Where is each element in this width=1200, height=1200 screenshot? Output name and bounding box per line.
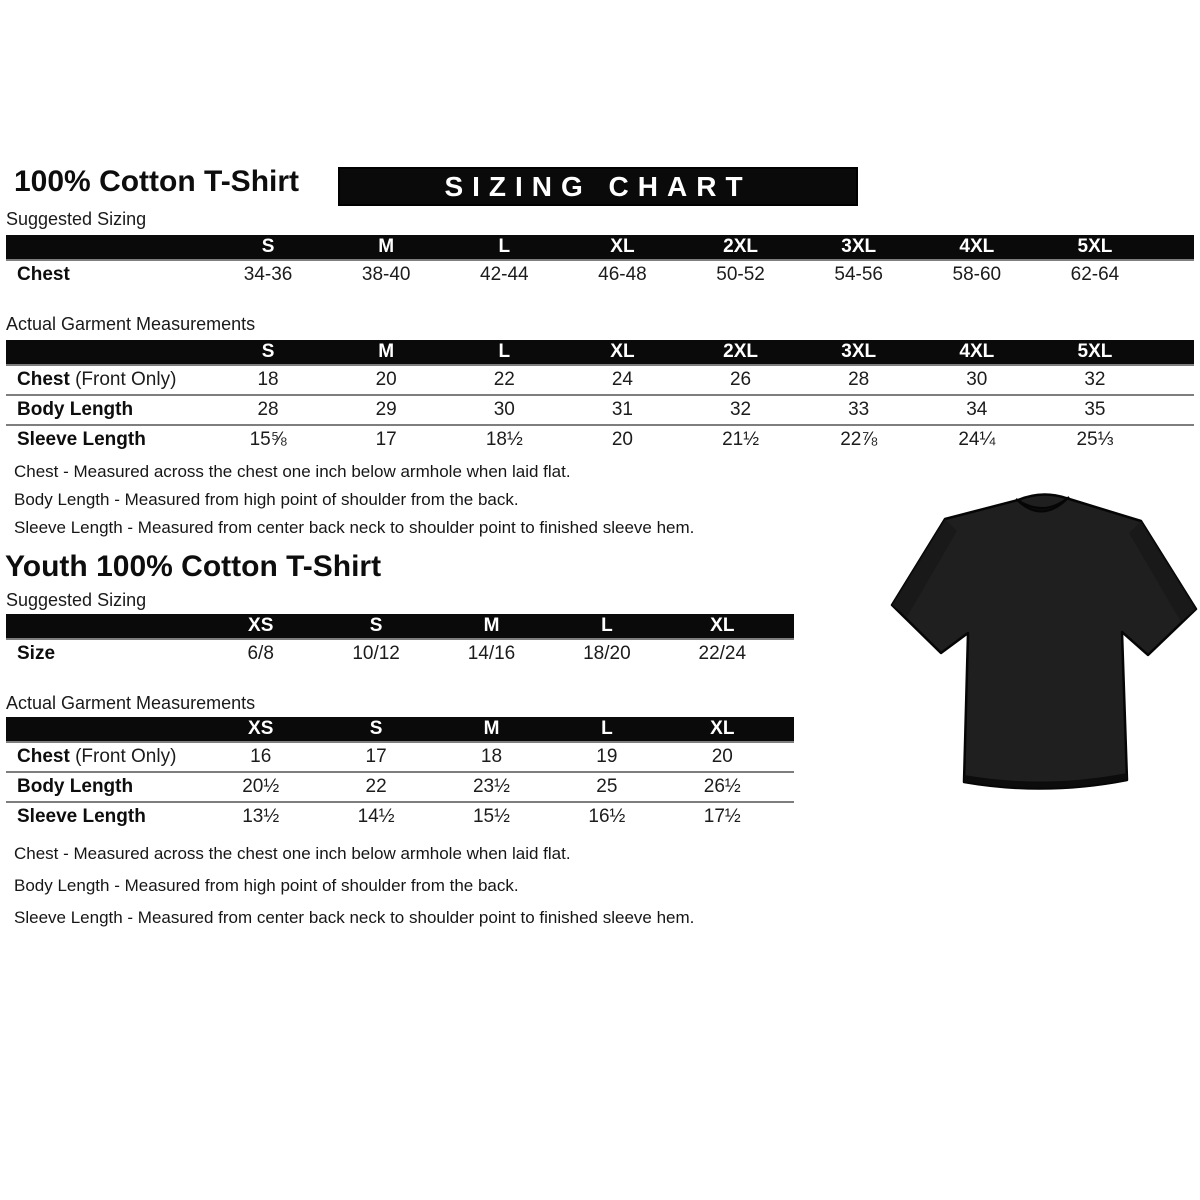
size-column-header: L [549, 614, 664, 639]
row-label: Body Length [17, 399, 134, 420]
measurement-cell: 14½ [357, 806, 395, 827]
size-column-header: 5XL [1036, 235, 1154, 260]
sizing-chart-banner: SIZING CHART [338, 167, 858, 206]
measurement-cell: 21½ [722, 429, 760, 450]
row-spacer-cell [780, 772, 794, 802]
row-spacer-cell [1154, 395, 1194, 425]
youth-actual-measurements-table [6, 717, 794, 831]
measurement-cell: 18 [257, 369, 279, 390]
measurement-row [6, 395, 1194, 425]
adult-actual-measurements-table [6, 340, 1194, 454]
measurement-cell: 30 [966, 369, 988, 390]
measurement-cell: 22/24 [698, 643, 747, 664]
measurement-cell: 29 [375, 399, 397, 420]
measurement-cell: 17 [365, 746, 387, 767]
measurement-cell: 25⅓ [1076, 429, 1114, 450]
measurement-cell: 46-48 [598, 264, 647, 285]
measurement-cell: 10/12 [352, 643, 400, 664]
youth-suggested-sizing-label: Suggested Sizing [6, 590, 147, 610]
header-spacer-cell [780, 717, 794, 742]
note-chest: Chest - Measured across the chest one inch below armhole when laid flat. [14, 844, 571, 863]
measurement-cell: 18½ [485, 429, 523, 450]
measurement-cell: 18 [480, 746, 503, 767]
measurement-row [6, 802, 794, 831]
size-column-header: M [327, 340, 445, 365]
header-corner-cell [6, 340, 209, 365]
adult-measurement-notes [14, 458, 694, 542]
measurement-cell: 16½ [588, 806, 626, 827]
black-tshirt-photo [885, 483, 1200, 808]
size-column-header: S [209, 235, 327, 260]
measurement-row [6, 425, 1194, 454]
measurement-cell: 16 [250, 746, 272, 767]
measurement-cell: 18/20 [583, 643, 631, 664]
size-column-header: M [327, 235, 445, 260]
measurement-cell: 32 [729, 399, 752, 420]
measurement-cell: 62-64 [1070, 264, 1120, 285]
measurement-cell: 58-60 [952, 264, 1002, 285]
measurement-row [6, 260, 1194, 289]
adult-suggested-sizing-table [6, 235, 1194, 289]
measurement-cell: 6/8 [247, 643, 274, 664]
measurement-cell: 24¼ [958, 429, 996, 450]
measurement-cell: 26½ [703, 776, 741, 797]
header-corner-cell [6, 235, 209, 260]
size-column-header: 2XL [682, 235, 800, 260]
measurement-cell: 34-36 [243, 264, 293, 285]
youth-suggested-sizing-table [6, 614, 794, 668]
measurement-cell: 42-44 [480, 264, 529, 285]
size-column-header: S [318, 614, 433, 639]
measurement-cell: 15½ [472, 806, 510, 827]
size-column-header: XL [665, 717, 780, 742]
size-column-header: 4XL [918, 235, 1036, 260]
row-label: Chest [17, 264, 70, 285]
measurement-cell: 24 [611, 369, 633, 390]
size-column-header: S [209, 340, 327, 365]
size-column-header: 5XL [1036, 340, 1154, 365]
size-column-header: S [318, 717, 433, 742]
row-spacer-cell [1154, 365, 1194, 395]
row-spacer-cell [780, 802, 794, 831]
measurement-cell: 28 [257, 399, 279, 420]
header-corner-cell [6, 717, 203, 742]
row-label: Sleeve Length [17, 806, 146, 827]
header-spacer-cell [1154, 340, 1194, 365]
measurement-row [6, 639, 794, 668]
row-spacer-cell [780, 639, 794, 668]
row-label: Body Length [17, 776, 134, 797]
youth-measurement-notes [14, 838, 694, 934]
size-column-header: 2XL [682, 340, 800, 365]
measurement-cell: 20 [711, 746, 733, 767]
note-body-length: Body Length - Measured from high point of shoulder from the back. [14, 876, 519, 895]
header-corner-cell [6, 614, 203, 639]
size-header-row [6, 717, 794, 742]
size-column-header: L [549, 717, 664, 742]
size-column-header: XS [203, 717, 318, 742]
size-header-row [6, 614, 794, 639]
measurement-cell: 25 [596, 776, 618, 797]
row-spacer-cell [780, 742, 794, 772]
row-label: Chest (Front Only) [17, 369, 177, 390]
measurement-cell: 13½ [242, 806, 280, 827]
size-column-header: M [434, 614, 549, 639]
measurement-cell: 17½ [703, 806, 741, 827]
size-column-header: M [434, 717, 549, 742]
measurement-cell: 34 [966, 399, 988, 420]
measurement-cell: 20 [375, 369, 397, 390]
measurement-cell: 26 [729, 369, 752, 390]
measurement-cell: 28 [848, 369, 870, 390]
tshirt-illustration [885, 483, 1200, 808]
adult-section-title: 100% Cotton T-Shirt [14, 165, 300, 198]
measurement-cell: 17 [375, 429, 397, 450]
header-spacer-cell [1154, 235, 1194, 260]
measurement-cell: 15⅝ [249, 429, 287, 450]
header-spacer-cell [780, 614, 794, 639]
measurement-cell: 31 [611, 399, 633, 420]
size-column-header: XL [563, 235, 681, 260]
size-column-header: XS [203, 614, 318, 639]
measurement-cell: 54-56 [834, 264, 883, 285]
row-spacer-cell [1154, 260, 1194, 289]
youth-actual-measurements-label: Actual Garment Measurements [6, 693, 256, 713]
measurement-cell: 14/16 [467, 643, 516, 664]
measurement-cell: 33 [848, 399, 870, 420]
size-column-header: L [445, 340, 563, 365]
measurement-cell: 30 [493, 399, 515, 420]
size-header-row [6, 340, 1194, 365]
measurement-cell: 38-40 [361, 264, 411, 285]
row-label: Size [17, 643, 56, 664]
adult-suggested-sizing-label: Suggested Sizing [6, 209, 147, 229]
measurement-cell: 19 [596, 746, 618, 767]
measurement-cell: 35 [1084, 399, 1106, 420]
note-sleeve-length: Sleeve Length - Measured from center back neck to shoulder point to finished sleeve hem. [14, 518, 695, 537]
size-header-row [6, 235, 1194, 260]
note-sleeve-length: Sleeve Length - Measured from center back neck to shoulder point to finished sleeve hem. [14, 908, 695, 927]
adult-actual-measurements-label: Actual Garment Measurements [6, 314, 256, 334]
row-spacer-cell [1154, 425, 1194, 454]
note-body-length: Body Length - Measured from high point of shoulder from the back. [14, 490, 519, 509]
size-column-header: XL [563, 340, 681, 365]
size-column-header: 3XL [800, 340, 918, 365]
measurement-cell: 23½ [472, 776, 510, 797]
size-column-header: XL [665, 614, 780, 639]
row-label: Chest (Front Only) [17, 746, 177, 767]
youth-section-title: Youth 100% Cotton T-Shirt [5, 550, 382, 583]
measurement-cell: 22 [493, 369, 515, 390]
measurement-row [6, 772, 794, 802]
measurement-cell: 22 [365, 776, 387, 797]
measurement-row [6, 365, 1194, 395]
note-chest: Chest - Measured across the chest one inch below armhole when laid flat. [14, 462, 571, 481]
measurement-row [6, 742, 794, 772]
size-column-header: L [445, 235, 563, 260]
measurement-cell: 22⅞ [840, 429, 878, 450]
row-label: Sleeve Length [17, 429, 146, 450]
measurement-cell: 20 [611, 429, 633, 450]
size-column-header: 4XL [918, 340, 1036, 365]
size-column-header: 3XL [800, 235, 918, 260]
measurement-cell: 50-52 [716, 264, 765, 285]
measurement-cell: 32 [1084, 369, 1106, 390]
measurement-cell: 20½ [242, 776, 280, 797]
